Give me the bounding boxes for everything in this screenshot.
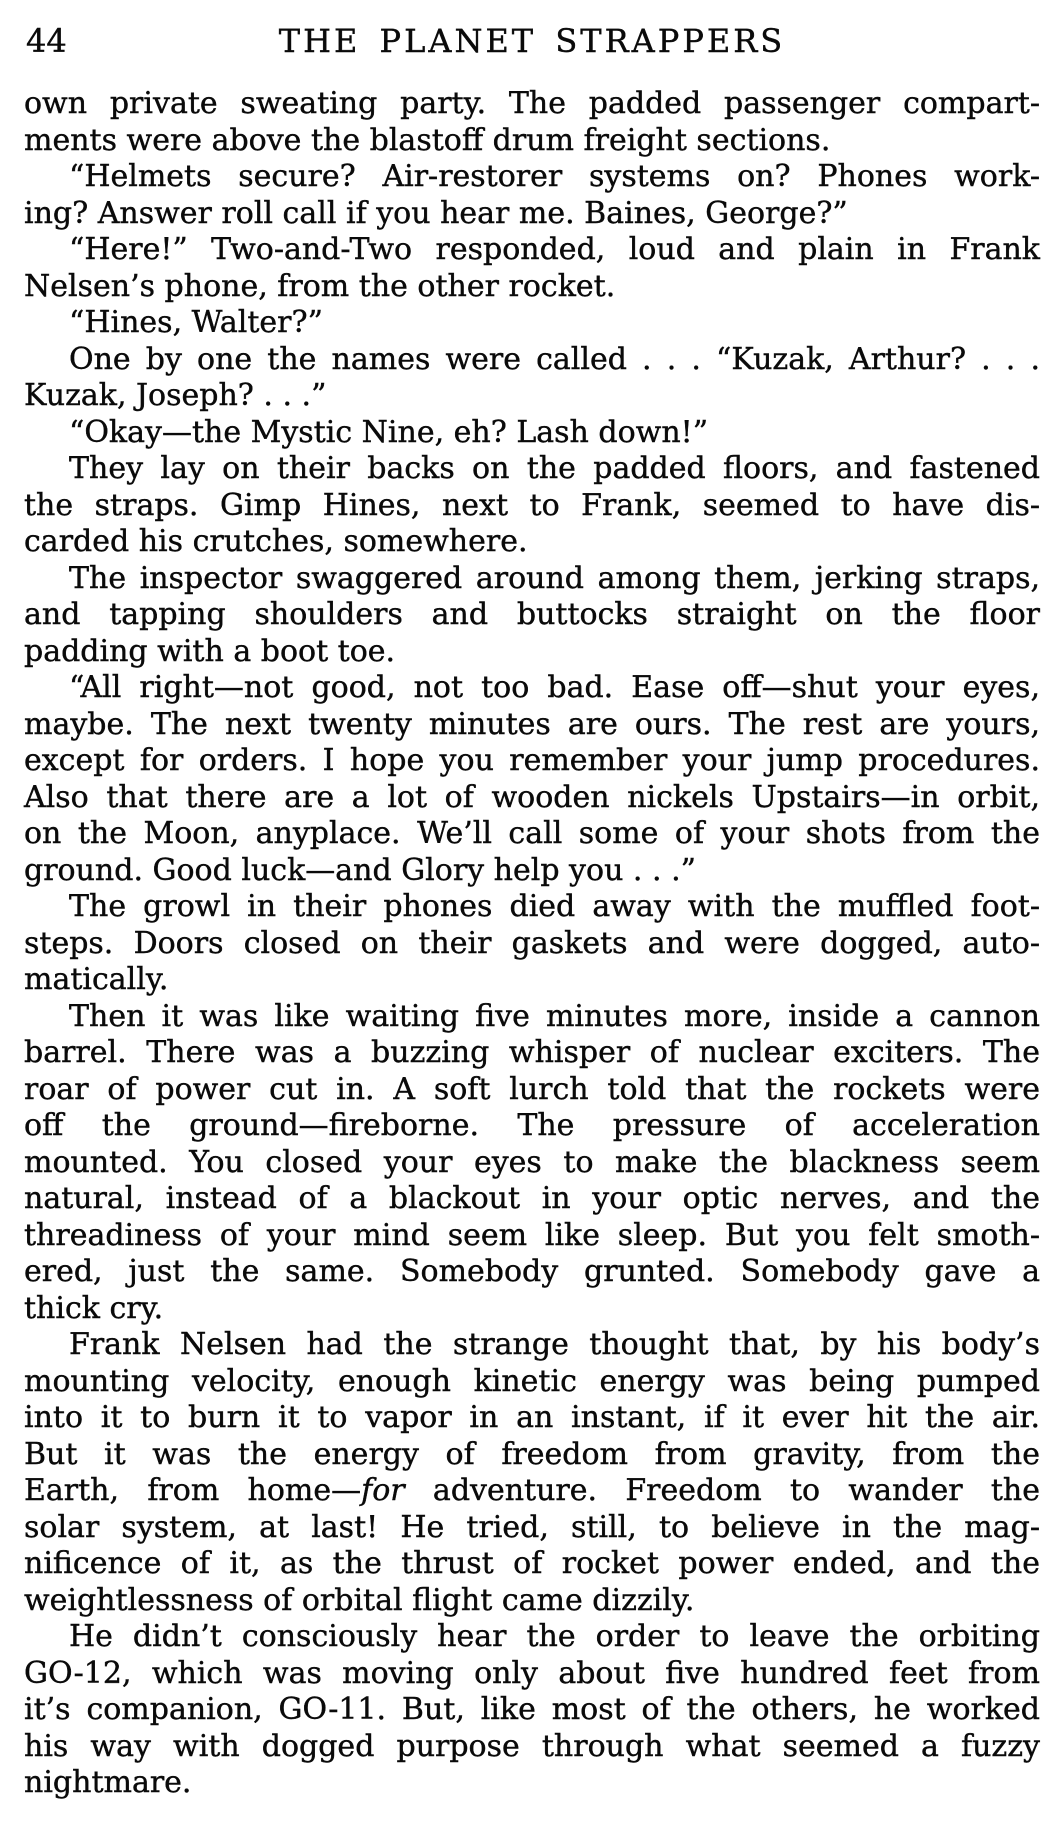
text-line: weightlessness of orbital flight came dizzily. xyxy=(24,1582,695,1618)
text-line: own private sweating party. The padded passenger compart- xyxy=(24,86,1040,121)
text-line: it’s companion, GO-11. But, like most of the others, he worked xyxy=(24,1692,1040,1727)
paragraph xyxy=(24,305,1040,342)
paragraph xyxy=(24,1327,1040,1619)
paragraph xyxy=(24,1619,1040,1802)
text-line: “All right—not good, not too bad. Ease off—shut your eyes, xyxy=(69,670,1040,705)
text-line: and tapping shoulders and buttocks straight on the floor xyxy=(24,597,1040,632)
paragraph xyxy=(24,561,1040,671)
text-line: Also that there are a lot of wooden nickels Upstairs—in orbit, xyxy=(24,779,1040,815)
text-line: Nelsen’s phone, from the other rocket. xyxy=(24,268,616,304)
text-line: padding with a boot toe. xyxy=(24,633,396,669)
text-line: carded his crutches, somewhere. xyxy=(24,524,528,559)
paragraph xyxy=(24,451,1040,561)
page-text xyxy=(24,86,1040,1802)
paragraph xyxy=(24,86,1040,159)
text-line: the straps. Gimp Hines, next to Frank, seemed to have dis- xyxy=(24,487,1040,523)
text-line: on the Moon, anyplace. We’ll call some of your shots from the xyxy=(24,816,1040,851)
text-line: steps. Doors closed on their gaskets and were dogged, auto- xyxy=(24,925,1040,961)
text-line: He didn’t consciously hear the order to leave the orbiting xyxy=(69,1619,1040,1654)
text-line: ered, just the same. Somebody grunted. Somebody gave a xyxy=(24,1254,1040,1289)
page-number: 44 xyxy=(26,22,67,60)
text-line: One by one the names were called . . . “Kuzak, Arthur? . . . xyxy=(69,341,1040,377)
text-line: The inspector swaggered around among them, jerking straps, xyxy=(69,560,1040,596)
text-line: nightmare. xyxy=(24,1765,192,1800)
text-line: “Hines, Walter?” xyxy=(69,305,323,340)
paragraph xyxy=(24,232,1040,305)
paragraph xyxy=(24,999,1040,1328)
text-line: GO-12, which was moving only about five hundred feet from xyxy=(24,1655,1040,1691)
text-line: into it to burn it to vapor in an instant, if it ever hit the air. xyxy=(24,1400,1040,1435)
text-line: mounted. You closed your eyes to make the blackness seem xyxy=(24,1144,1040,1180)
text-line: natural, instead of a blackout in your optic nerves, and the xyxy=(24,1181,1040,1216)
paragraph xyxy=(24,415,1040,452)
text-line: matically. xyxy=(24,962,169,997)
text-line: maybe. The next twenty minutes are ours. The rest are yours, xyxy=(24,706,1040,742)
text-line: except for orders. I hope you remember your jump procedures. xyxy=(24,743,1040,778)
text-line: barrel. There was a buzzing whisper of nuclear exciters. The xyxy=(24,1035,1040,1070)
text-line: “Here!” Two-and-Two responded, loud and plain in Frank xyxy=(69,232,1040,267)
text-line: Earth, from home—for adventure. Freedom to wander the xyxy=(24,1473,1040,1508)
text-line: his way with dogged purpose through what seemed a fuzzy xyxy=(24,1728,1040,1764)
paragraph xyxy=(24,342,1040,415)
text-line: solar system, at last! He tried, still, to believe in the mag- xyxy=(24,1509,1040,1545)
text-line: nificence of it, as the thrust of rocket power ended, and the xyxy=(24,1546,1040,1581)
text-line: ing? Answer roll call if you hear me. Baines, George?” xyxy=(24,195,848,231)
text-line: off the ground—fireborne. The pressure of acceleration xyxy=(24,1108,1040,1143)
text-line: ground. Good luck—and Glory help you . . .” xyxy=(24,852,696,888)
text-line: Kuzak, Joseph? . . .” xyxy=(24,378,327,413)
text-line: threadiness of your mind seem like sleep. But you felt smoth- xyxy=(24,1217,1040,1253)
running-title: THE PLANET STRAPPERS xyxy=(278,22,786,60)
paragraph xyxy=(24,889,1040,999)
text-line: Frank Nelsen had the strange thought that, by his body’s xyxy=(69,1327,1040,1362)
text-line: roar of power cut in. A soft lurch told that the rockets were xyxy=(24,1071,1040,1107)
text-line: thick cry. xyxy=(24,1290,164,1326)
text-line: mounting velocity, enough kinetic energy was being pumped xyxy=(24,1363,1040,1399)
paragraph xyxy=(24,159,1040,232)
text-line: But it was the energy of freedom from gravity, from the xyxy=(24,1436,1040,1472)
text-line: ments were above the blastoff drum freight sections. xyxy=(24,122,831,158)
text-line: The growl in their phones died away with the muffled foot- xyxy=(69,889,1040,924)
text-line: Then it was like waiting five minutes more, inside a cannon xyxy=(69,998,1040,1034)
text-line: They lay on their backs on the padded floors, and fastened xyxy=(69,451,1040,486)
page-header xyxy=(24,20,1040,62)
text-line: “Okay—the Mystic Nine, eh? Lash down!” xyxy=(69,414,709,450)
text-line: “Helmets secure? Air-restorer systems on? Phones work- xyxy=(69,159,1040,194)
paragraph xyxy=(24,670,1040,889)
